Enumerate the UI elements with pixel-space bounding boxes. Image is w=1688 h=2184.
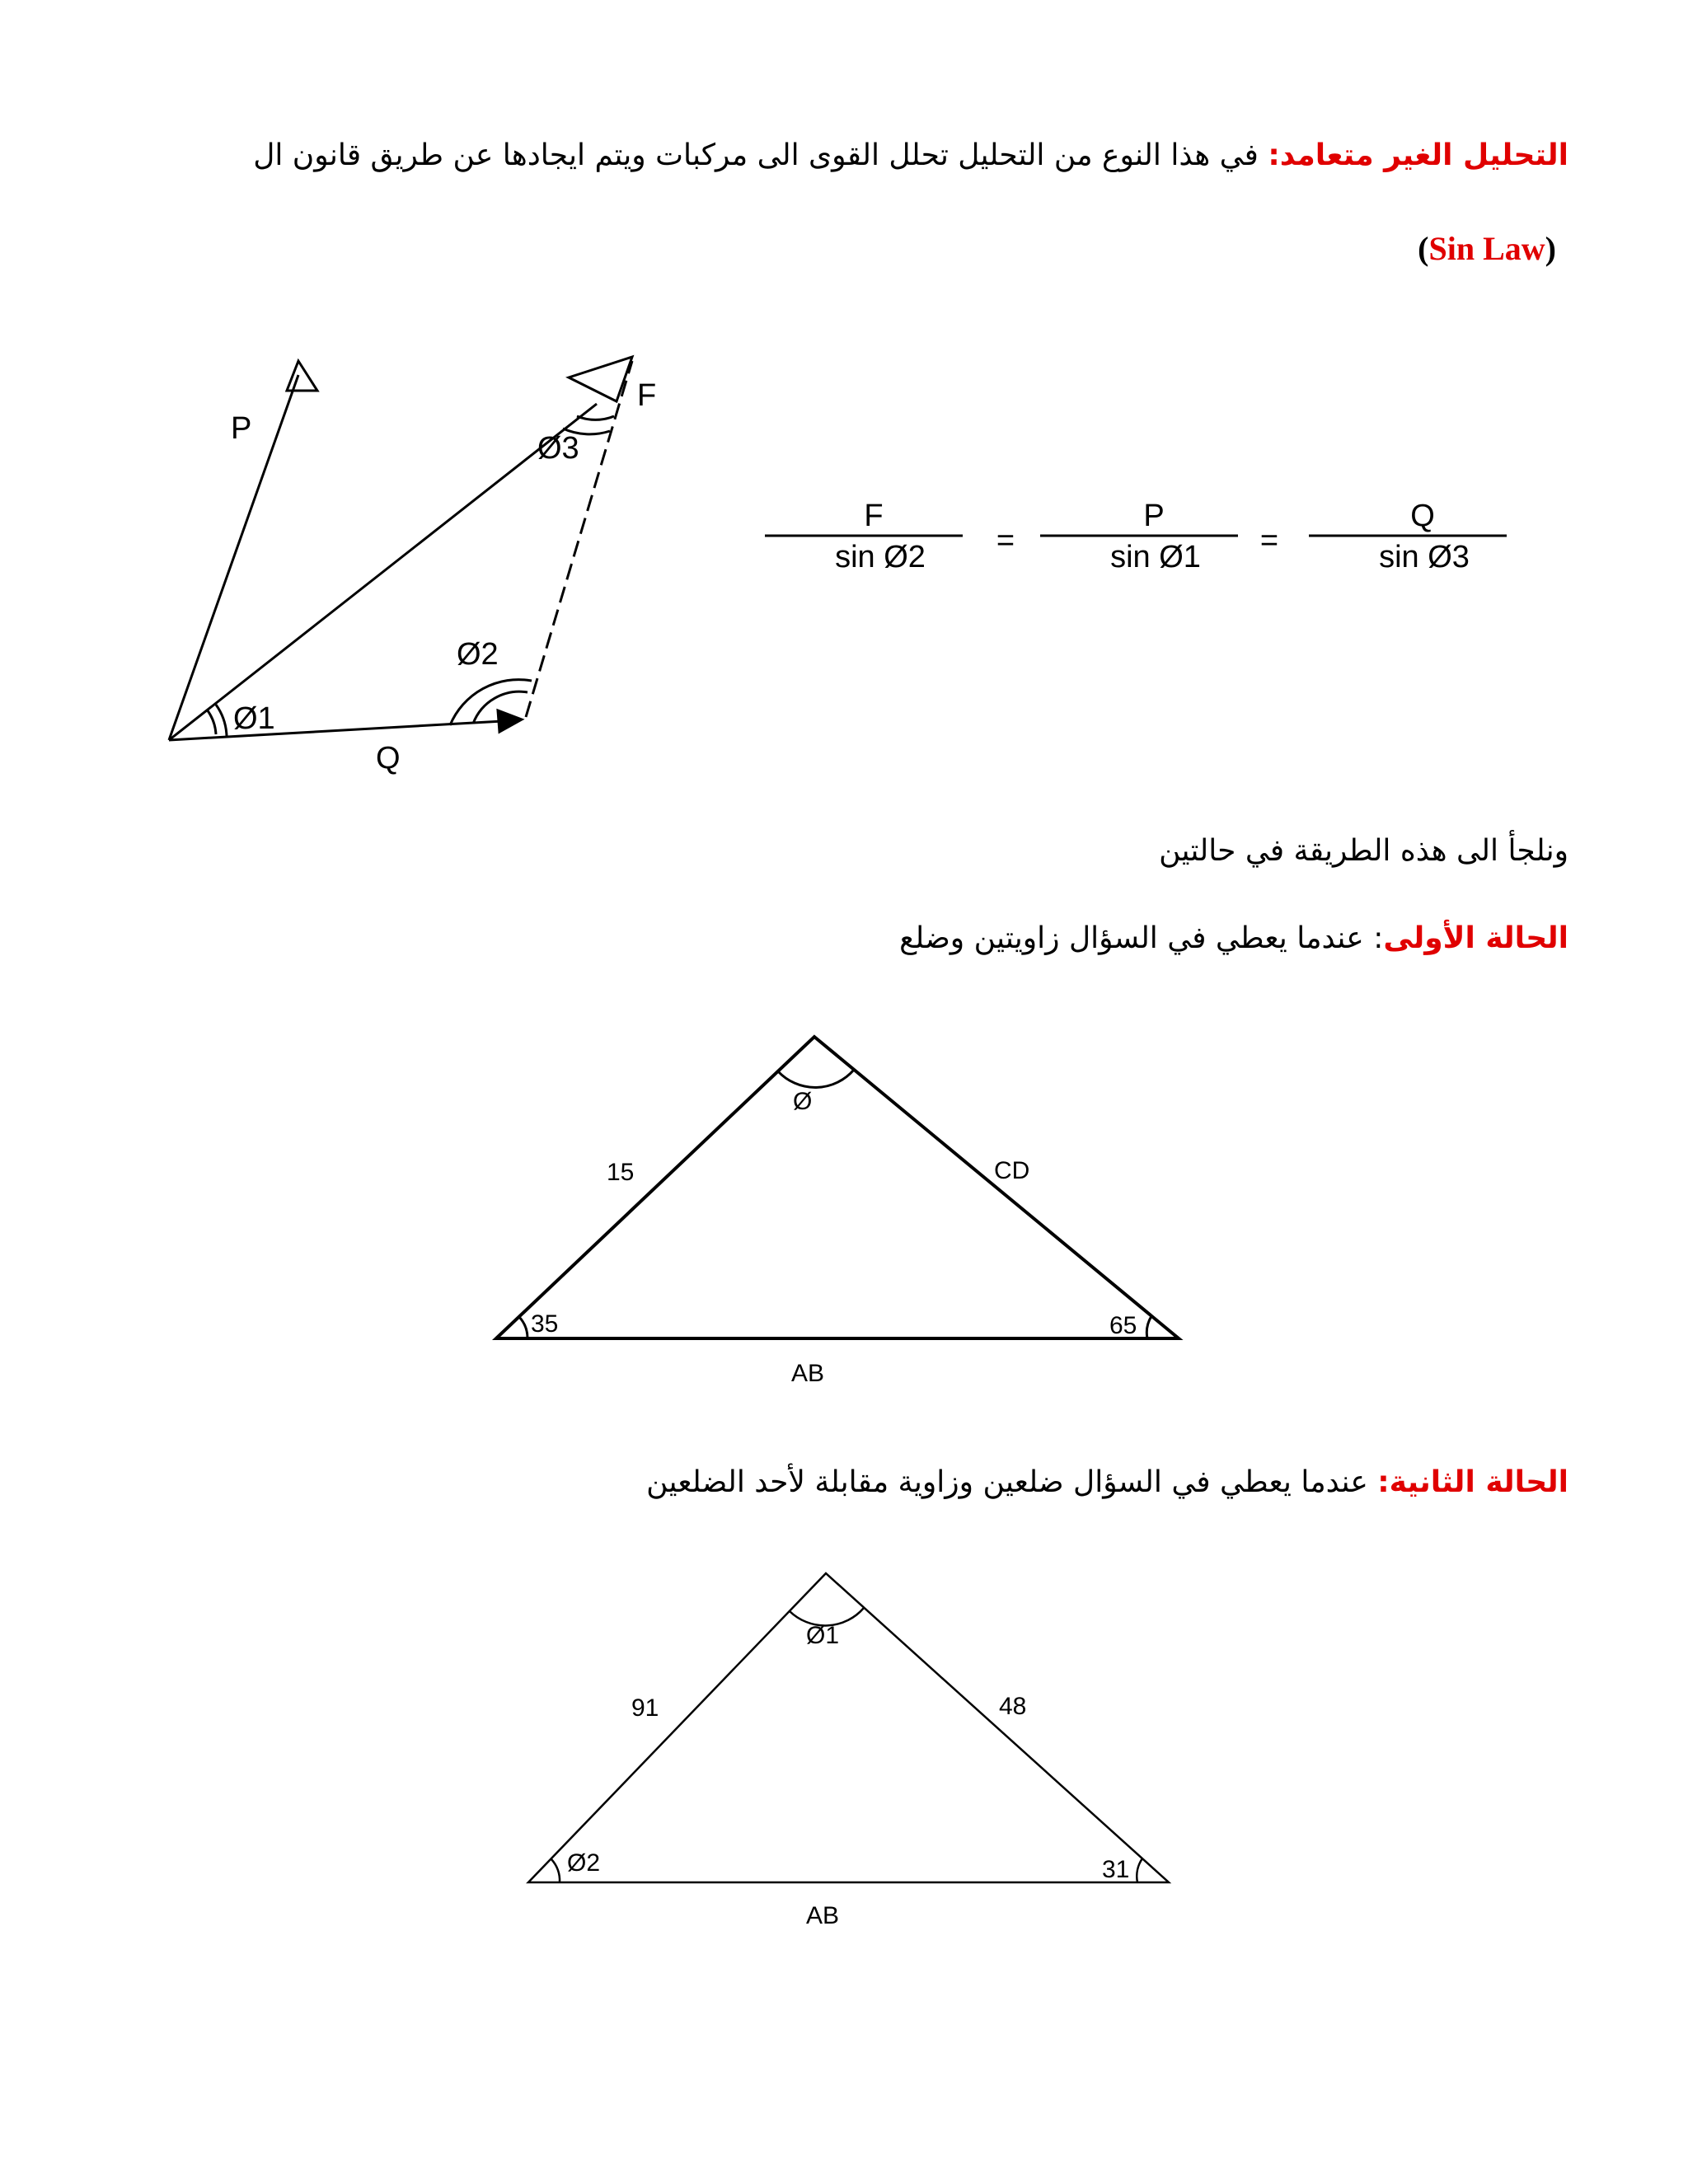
case2-right-angle-label: 31	[1102, 1856, 1130, 1883]
term1-denominator: sin Ø2	[835, 540, 926, 574]
case2-left-angle-label: Ø2	[567, 1849, 601, 1877]
case1-paragraph	[899, 921, 1568, 955]
case1-right-side-label: CD	[994, 1157, 1030, 1184]
angle1-arc	[216, 705, 227, 736]
case1-heading: الحالة الأولى	[1383, 921, 1568, 955]
vector-f	[169, 404, 597, 740]
case1-top-angle-label: Ø	[793, 1088, 813, 1115]
label-q: Q	[376, 741, 401, 776]
case1-top-angle-arc	[778, 1070, 854, 1087]
term3-denominator: sin Ø3	[1379, 540, 1470, 574]
label-angle2: Ø2	[457, 637, 499, 672]
case1-left-side-label: 15	[607, 1159, 635, 1186]
case2-left-angle-arc	[551, 1859, 560, 1882]
p-arrowhead-icon	[287, 361, 317, 391]
case1-text: : عندما يعطي في السؤال زاويتين وضلع	[899, 921, 1384, 955]
equals-1: =	[996, 523, 1015, 558]
q-arrowhead-icon	[498, 710, 522, 732]
label-f: F	[637, 378, 657, 413]
closing-dashed-line	[526, 361, 632, 717]
case2-heading: الحالة الثانية:	[1377, 1465, 1568, 1499]
label-angle1: Ø1	[233, 701, 275, 736]
label-p: P	[231, 411, 252, 446]
case1-right-angle-arc	[1146, 1316, 1151, 1338]
intro-heading: التحليل الغير متعامد:	[1268, 138, 1568, 172]
case2-text: عندما يعطي في السؤال ضلعين وزاوية مقابلة لأحد الضلعين	[646, 1465, 1378, 1499]
case2-right-angle-arc	[1137, 1858, 1142, 1882]
sin-law-term: Sin Law	[1428, 230, 1545, 267]
triangle-case2	[528, 1573, 1169, 1929]
case1-left-angle-arc	[519, 1317, 528, 1338]
sine-law-formula	[765, 499, 1507, 574]
triangle-case1	[496, 1037, 1179, 1387]
term2-numerator: P	[1143, 499, 1165, 533]
case2-paragraph	[646, 1465, 1568, 1499]
label-angle3: Ø3	[537, 431, 579, 466]
term3-numerator: Q	[1410, 499, 1435, 533]
case1-right-angle-label: 65	[1109, 1312, 1137, 1339]
vector-q	[169, 721, 503, 740]
intro-text: في هذا النوع من التحليل تحلل القوى الى مركبات ويتم ايجادها عن طريق قانون ال	[253, 138, 1268, 172]
case2-base-label: AB	[806, 1902, 840, 1929]
sin-law-label: (Sin Law)	[1418, 230, 1556, 267]
case2-right-side-label: 48	[999, 1693, 1027, 1720]
equals-2: =	[1259, 523, 1279, 558]
case1-base-label: AB	[791, 1360, 825, 1387]
case2-left-side-label: 91	[631, 1694, 659, 1722]
case2-top-angle-label: Ø1	[806, 1622, 840, 1649]
cases-intro: ونلجأ الى هذه الطريقة في حالتين	[1159, 834, 1568, 868]
case1-left-angle-label: 35	[531, 1310, 559, 1338]
term2-denominator: sin Ø1	[1110, 540, 1201, 574]
term1-numerator: F	[864, 499, 884, 533]
